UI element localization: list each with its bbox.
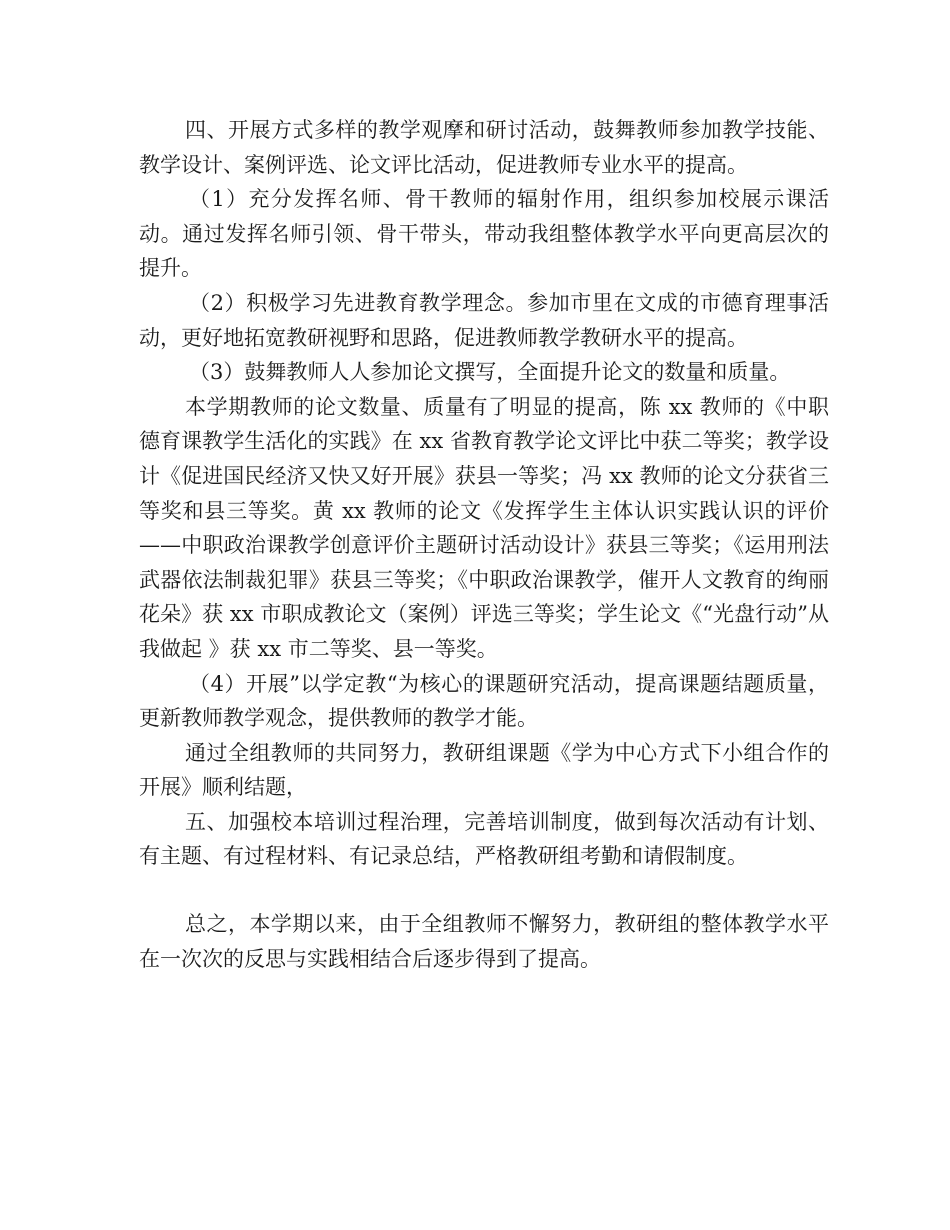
paragraph-item-3: （3）鼓舞教师人人参加论文撰写，全面提升论文的数量和质量。 (189, 360, 791, 385)
paragraph-section-four: 四、开展方式多样的教学观摩和研讨活动，鼓舞教师参加教学技能、教学设计、案例评选、论文评比活动，促进教师专业水平的提高。 (139, 118, 829, 177)
paragraph-item-2: （2）积极学习先进教育教学理念。参加市里在文成的市德育理事活动，更好地拓宽教研视野和思路，促进教师教学教研水平的提高。 (139, 290, 829, 350)
paragraph-summary: 总之，本学期以来，由于全组教师不懈努力，教研组的整体教学水平在一次次的反思与实践相结合后逐步得到了提高。 (139, 912, 829, 971)
document-body (139, 113, 829, 976)
paragraph-project-conclusion: 通过全组教师的共同努力，教研组课题《学为中心方式下小组合作的开展》顺利结题， (139, 740, 829, 800)
paragraph-item-1: （1）充分发挥名师、骨干教师的辐射作用，组织参加校展示课活动。通过发挥名师引领、骨干带头，带动我组整体教学水平向更高层次的提升。 (139, 187, 829, 281)
paragraph-item-4: （4）开展”以学定教“为核心的课题研究活动，提高课题结题质量，更新教师教学观念，提供教师的教学才能。 (139, 671, 829, 731)
paragraph-section-five: 五、加强校本培训过程治理，完善培训制度，做到每次活动有计划、有主题、有过程材料、有记录总结，严格教研组考勤和请假制度。 (139, 809, 829, 869)
paragraph-paper-results: 本学期教师的论文数量、质量有了明显的提高，陈 xx 教师的《中职德育课教学生活化的实践》在 xx 省教育教学论文评比中获二等奖；教学设计《促进国民经济又快又好开展》获县一等奖；冯 xx 教师的论文分获省三等奖和县三等奖。黄 xx 教师的论文《发挥学生主体认识实践认识的评价——中职政治课教学创意评价主题研讨活动设计》获县三等奖；《运用刑法武器依法制裁犯罪》获县三等奖；《中职政治课教学，催开人文教育的绚丽花朵》获 xx 市职成教论文（案例）评选三等奖；学生论文《“光盘行动”从我做起 》获 xx 市二等奖、县一等奖。 (139, 394, 829, 661)
